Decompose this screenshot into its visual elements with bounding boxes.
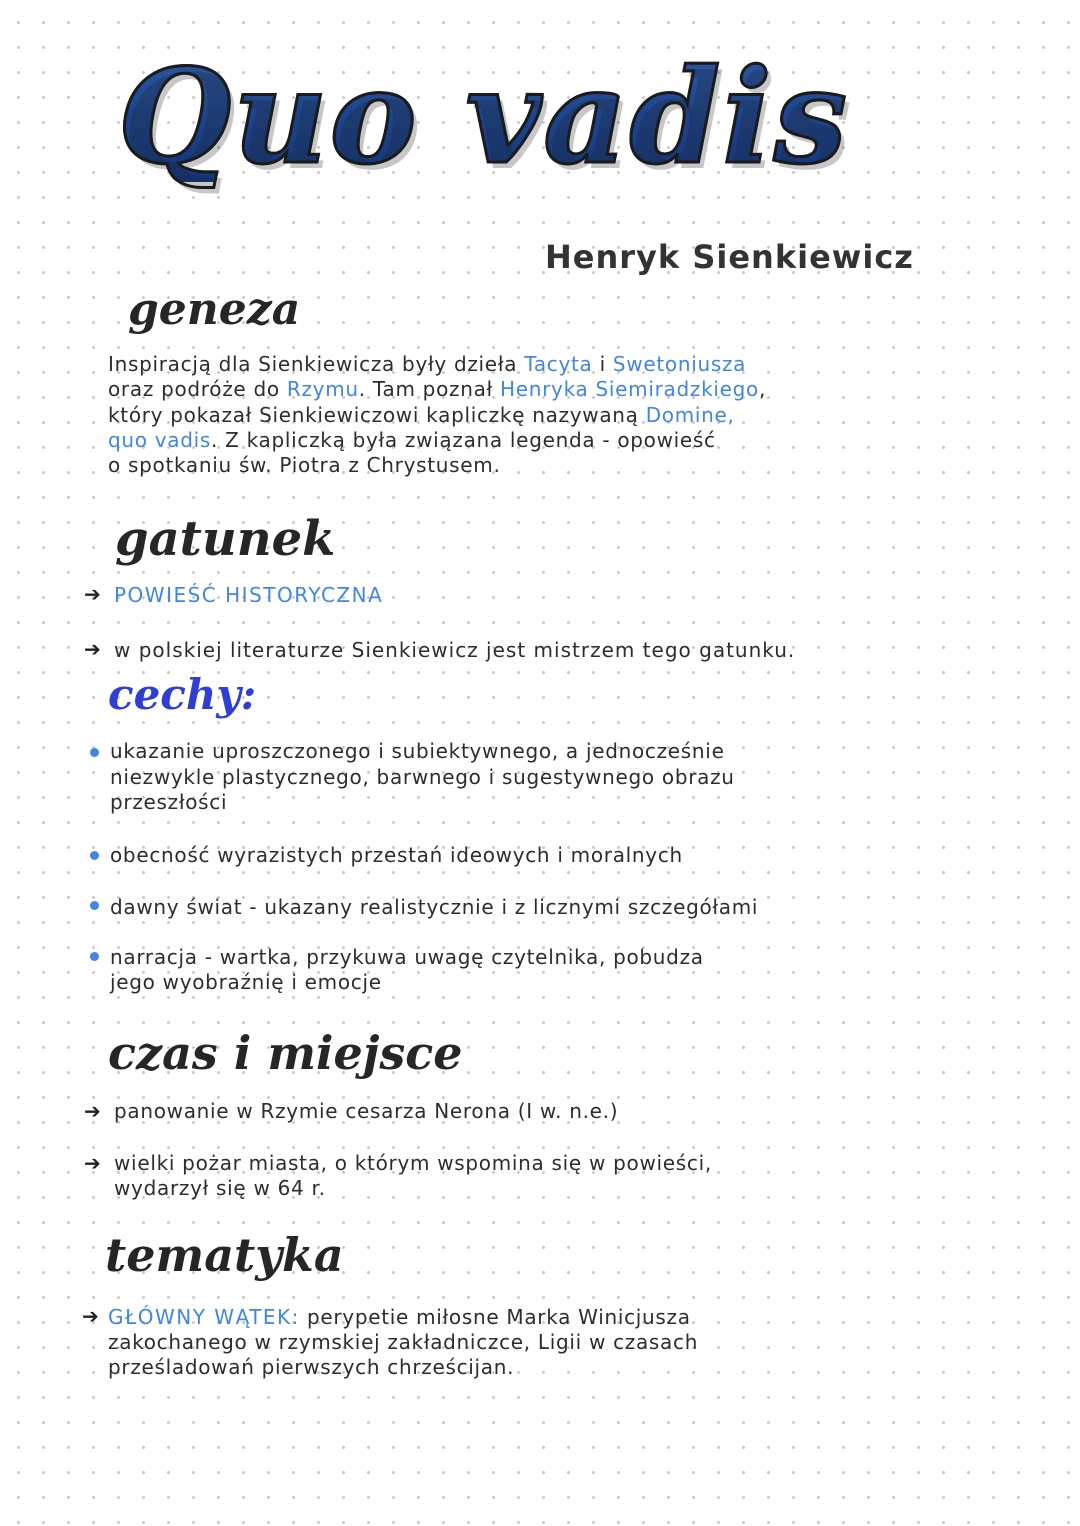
czas-item-2-line-1: wielki pożar miasta, o którym wspomina się w powieści,	[114, 1151, 712, 1175]
cechy-item-1-line-2: niezwykle plastycznego, barwnego i sugestywnego obrazu	[110, 765, 735, 789]
cechy-item-3: dawny świat - ukazany realistycznie i z licznymi szczegółami	[110, 895, 759, 919]
bullet-dot-icon	[90, 748, 99, 757]
gatunek-item-2: w polskiej literaturze Sienkiewicz jest mistrzem tego gatunku.	[114, 638, 796, 662]
cechy-item-1-line-1: ukazanie uproszczonego i subiektywnego, a jednocześnie	[110, 739, 725, 763]
heading-tematyka: tematyka	[105, 1228, 344, 1282]
geneza-line-5: o spotkaniu św. Piotra z Chrystusem.	[108, 453, 501, 477]
tematyka-line-1: GŁÓWNY WĄTEK: perypetie miłosne Marka Winicjusza	[108, 1305, 691, 1329]
geneza-line-1: Inspiracją dla Sienkiewicza były dzieła Tacyta i Swetoniusza	[108, 352, 747, 376]
geneza-line-4: quo vadis. Z kapliczką była związana legenda - opowieść	[108, 428, 716, 452]
arrow-right-icon: ➔	[84, 637, 101, 661]
arrow-right-icon: ➔	[84, 582, 101, 606]
tematyka-line-2: zakochanego w rzymskiej zakładniczce, Ligii w czasach	[108, 1330, 699, 1354]
geneza-line-3: który pokazał Sienkiewiczowi kapliczkę nazywaną Domine,	[108, 403, 735, 427]
gatunek-item-1: POWIEŚĆ HISTORYCZNA	[114, 583, 384, 607]
arrow-right-icon: ➔	[82, 1304, 99, 1328]
tematyka-line-3: prześladowań pierwszych chrześcijan.	[108, 1355, 515, 1379]
heading-gatunek: gatunek	[115, 511, 336, 567]
page-title: Quo vadis	[118, 40, 849, 193]
cechy-item-4-line-2: jego wyobraźnię i emocje	[110, 970, 382, 994]
heading-geneza: geneza	[128, 284, 301, 335]
author-name: Henryk Sienkiewicz	[545, 238, 914, 276]
arrow-right-icon: ➔	[84, 1151, 101, 1175]
geneza-line-2: oraz podróże do Rzymu. Tam poznał Henryka Siemiradzkiego,	[108, 377, 767, 401]
bullet-dot-icon	[90, 901, 99, 910]
bullet-dot-icon	[90, 952, 99, 961]
heading-czas-i-miejsce: czas i miejsce	[108, 1026, 463, 1080]
heading-cechy: cechy:	[108, 670, 257, 719]
czas-item-1: panowanie w Rzymie cesarza Nerona (I w. n.e.)	[114, 1099, 619, 1123]
cechy-item-1-line-3: przeszłości	[110, 790, 228, 814]
arrow-right-icon: ➔	[84, 1099, 101, 1123]
bullet-dot-icon	[90, 851, 99, 860]
czas-item-2-line-2: wydarzył się w 64 r.	[114, 1176, 326, 1200]
cechy-item-2: obecność wyrazistych przestań ideowych i moralnych	[110, 843, 683, 867]
cechy-item-4-line-1: narracja - wartka, przykuwa uwagę czytelnika, pobudza	[110, 945, 704, 969]
